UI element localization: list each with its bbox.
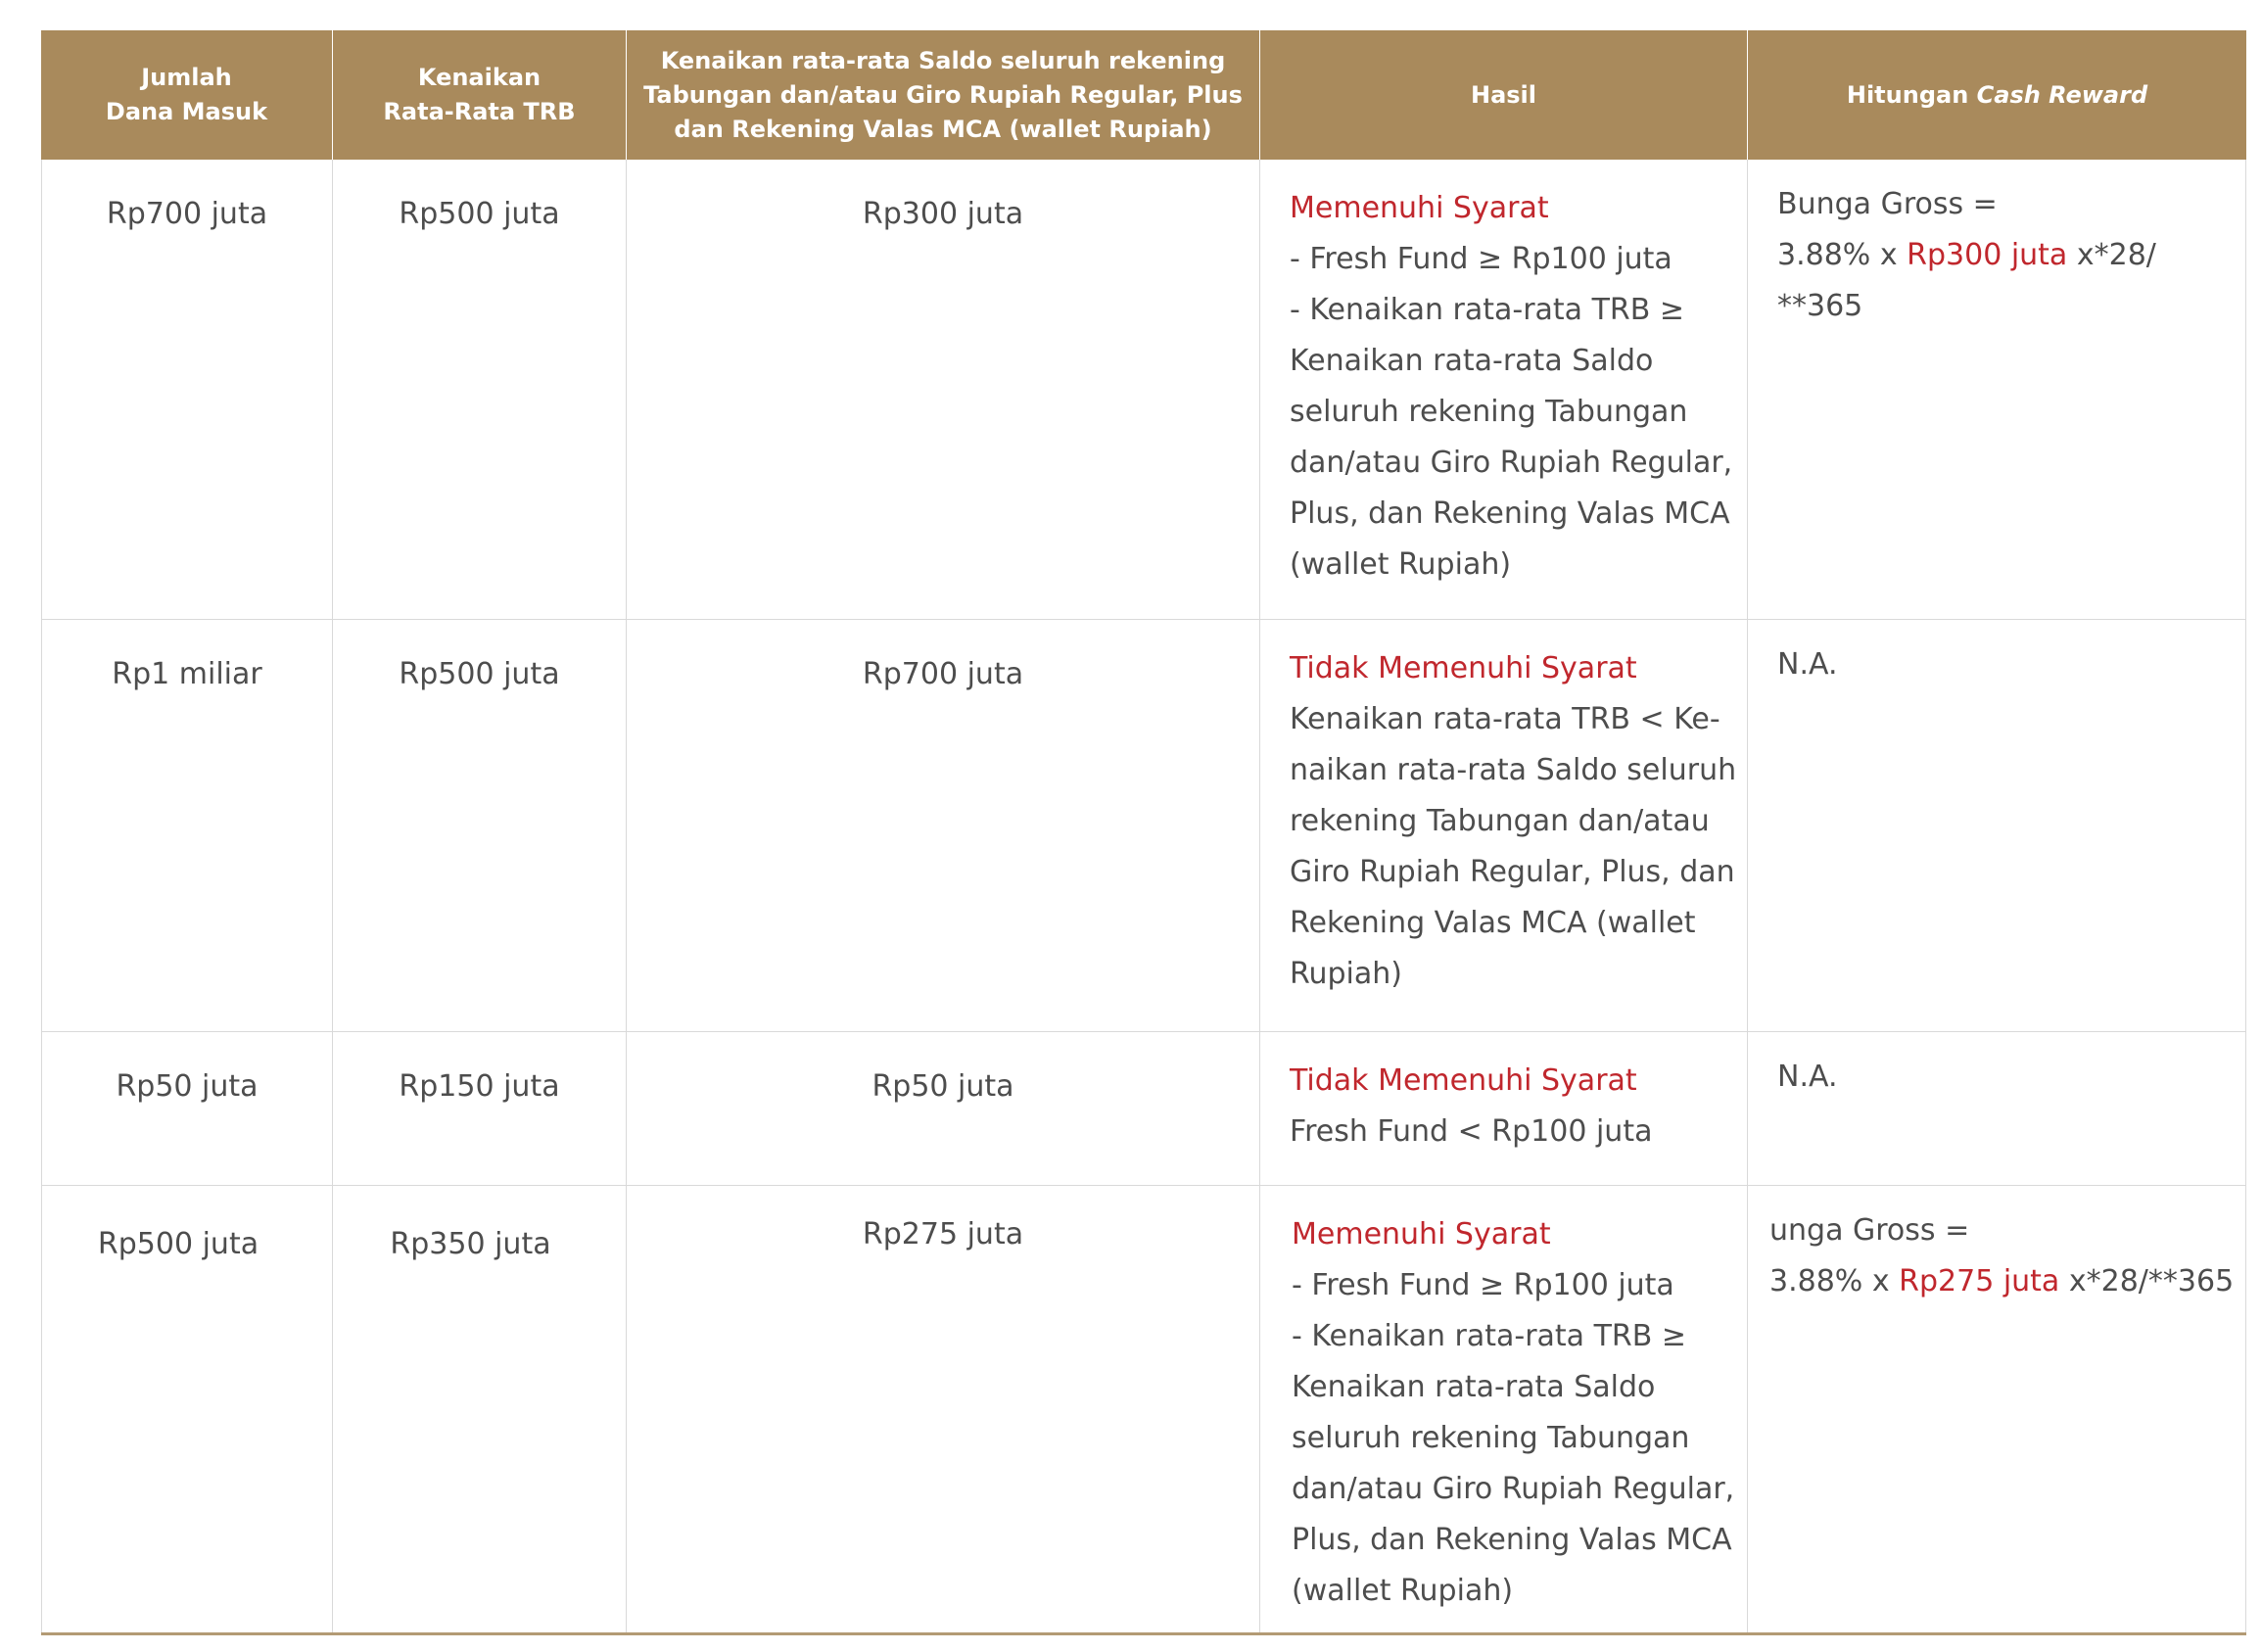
cell-kenaikan-trb: Rp500 juta	[332, 620, 626, 1031]
cell-cash-reward	[1747, 1032, 2246, 1185]
header-kenaikan-trb: Kenaikan Rata-Rata TRB	[332, 30, 626, 160]
reward-amount: Rp275 juta	[1899, 1264, 2060, 1298]
cash-reward-table	[41, 30, 2246, 1635]
cell-dana-masuk: Rp500 juta	[41, 1186, 332, 1632]
header-hitungan-cash-reward: Hitungan Cash Reward	[1747, 30, 2246, 160]
na-value: N.A.	[1777, 1060, 1838, 1094]
cell-cash-reward: Bunga Gross = 3.88% x Rp300 juta x*28/ **365	[1747, 160, 2246, 619]
cell-hasil: Tidak Memenuhi Syarat Fresh Fund < Rp100 juta	[1259, 1032, 1747, 1185]
table-row	[41, 620, 2246, 1032]
na-value: N.A.	[1777, 647, 1838, 682]
cell-kenaikan-saldo: Rp700 juta	[626, 620, 1259, 1031]
cell-cash-reward	[1747, 620, 2246, 1031]
header-hasil: Hasil	[1259, 30, 1747, 160]
cell-kenaikan-saldo: Rp300 juta	[626, 160, 1259, 619]
cell-hasil: Tidak Memenuhi Syarat Kenaikan rata-rata TRB < Ke- naikan rata-rata Saldo seluruh rekening Tabungan dan/atau Giro Rupiah Regular, Plus, dan Rekening Valas MCA (wallet Rupiah)	[1259, 620, 1747, 1031]
table-row	[41, 1032, 2246, 1186]
header-jumlah-dana-masuk: Jumlah Dana Masuk	[105, 64, 268, 125]
cell-kenaikan-trb: Rp150 juta	[332, 1032, 626, 1185]
status-label: Memenuhi Syarat	[1292, 1217, 1551, 1251]
cell-dana-masuk: Rp1 miliar	[41, 620, 332, 1031]
cell-dana-masuk: Rp50 juta	[41, 1032, 332, 1185]
cell-dana-masuk: Rp700 juta	[41, 160, 332, 619]
cell-kenaikan-saldo: Rp275 juta	[626, 1186, 1259, 1632]
table-header	[41, 30, 2246, 160]
table-row	[41, 1186, 2246, 1635]
cell-kenaikan-saldo: Rp50 juta	[626, 1032, 1259, 1185]
status-label: Memenuhi Syarat	[1290, 191, 1549, 225]
cell-cash-reward: unga Gross = 3.88% x Rp275 juta x*28/**365	[1747, 1186, 2246, 1632]
table-row	[41, 160, 2246, 620]
status-label: Tidak Memenuhi Syarat	[1290, 651, 1637, 685]
cell-kenaikan-trb: Rp500 juta	[332, 160, 626, 619]
status-label: Tidak Memenuhi Syarat	[1290, 1063, 1637, 1098]
cell-hasil: Memenuhi Syarat - Fresh Fund ≥ Rp100 juta - Kenaikan rata-rata TRB ≥ Kenaikan rata-rata Saldo seluruh rekening Tabungan dan/atau Giro Rupiah Regular, Plus, dan Rekening Valas MCA (wallet Rupiah)	[1259, 1186, 1747, 1632]
header-kenaikan-saldo: Kenaikan rata-rata Saldo seluruh rekening Tabungan dan/atau Giro Rupiah Regular, Plus dan Rekening Valas MCA (wallet Rupiah)	[626, 30, 1259, 160]
cell-kenaikan-trb: Rp350 juta	[332, 1186, 626, 1632]
reward-amount: Rp300 juta	[1907, 238, 2068, 272]
cell-hasil: Memenuhi Syarat - Fresh Fund ≥ Rp100 juta - Kenaikan rata-rata TRB ≥ Kenaikan rata-rata Saldo seluruh rekening Tabungan dan/atau Giro Rupiah Regular, Plus, dan Rekening Valas MCA (wallet Rupiah)	[1259, 160, 1747, 619]
